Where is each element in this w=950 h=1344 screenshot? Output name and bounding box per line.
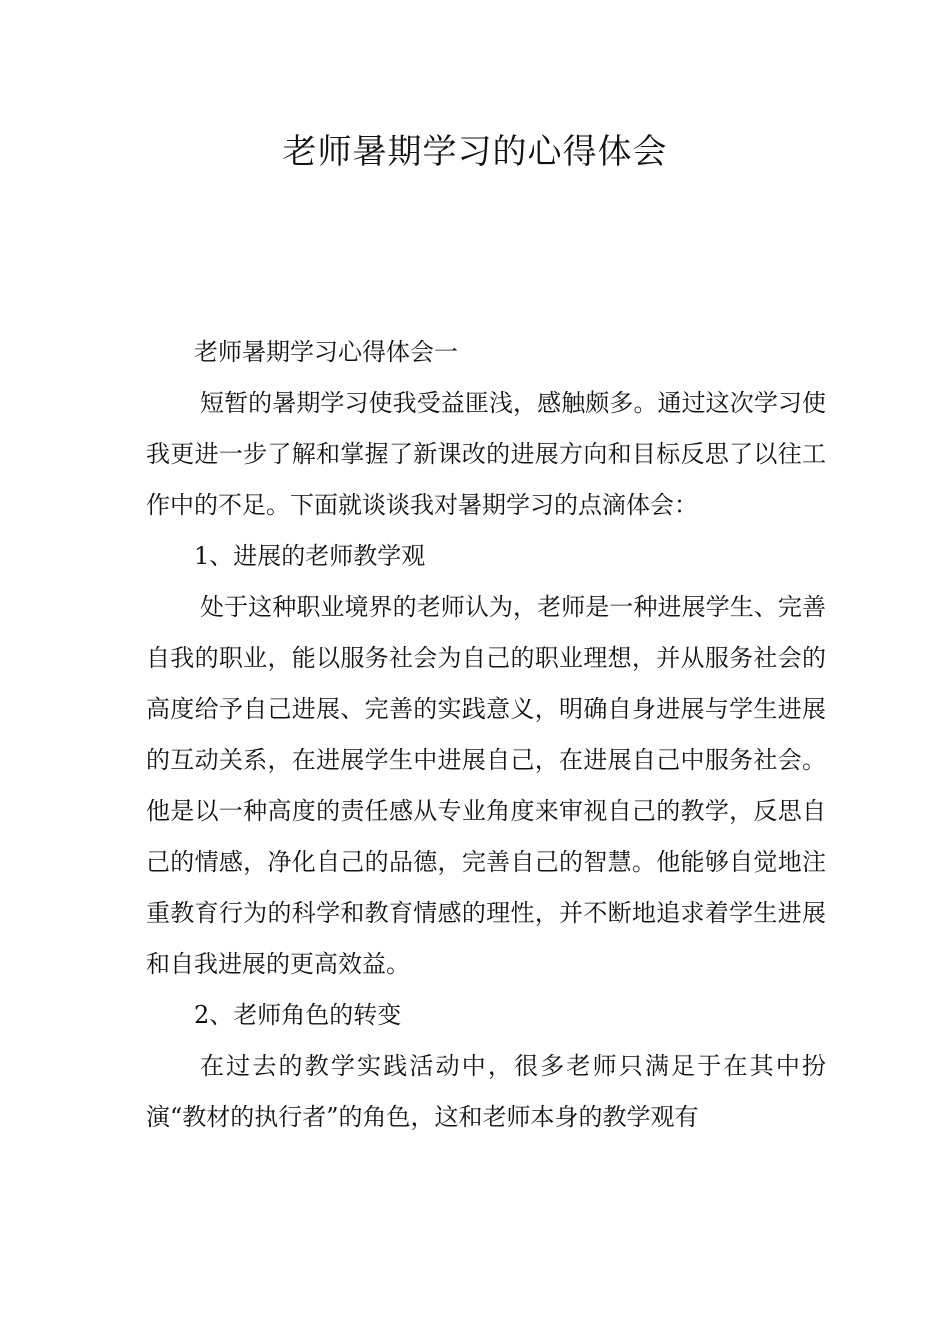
paragraph-2: 在过去的教学实践活动中，很多老师只满足于在其中扮演“教材的执行者”的角色，这和老师本身的教学观有 — [146, 1052, 826, 1131]
paragraph-intro: 短暂的暑期学习使我受益匪浅，感触颇多。通过这次学习使我更进一步了解和掌握了新课改的进展方向和目标反思了以往工作中的不足。下面就谈谈我对暑期学习的点滴体会： — [146, 389, 826, 519]
document-body — [146, 327, 826, 1143]
document-title: 老师暑期学习的心得体会 — [282, 132, 668, 172]
subheading-2: 2、老师角色的转变 — [194, 1001, 402, 1029]
subheading-1: 1、进展的老师教学观 — [194, 542, 426, 570]
section-heading: 老师暑期学习心得体会一 — [194, 338, 458, 366]
paragraph-1: 处于这种职业境界的老师认为，老师是一种进展学生、完善自我的职业，能以服务社会为自己的职业理想，并从服务社会的高度给予自己进展、完善的实践意义，明确自身进展与学生进展的互动关系，在进展学生中进展自己，在进展自己中服务社会。他是以一种高度的责任感从专业角度来审视自己的教学，反思自己的情感，净化自己的品德，完善自己的智慧。他能够自觉地注重教育行为的科学和教育情感的理性，并不断地追求着学生进展和自我进展的更高效益。 — [146, 593, 826, 978]
